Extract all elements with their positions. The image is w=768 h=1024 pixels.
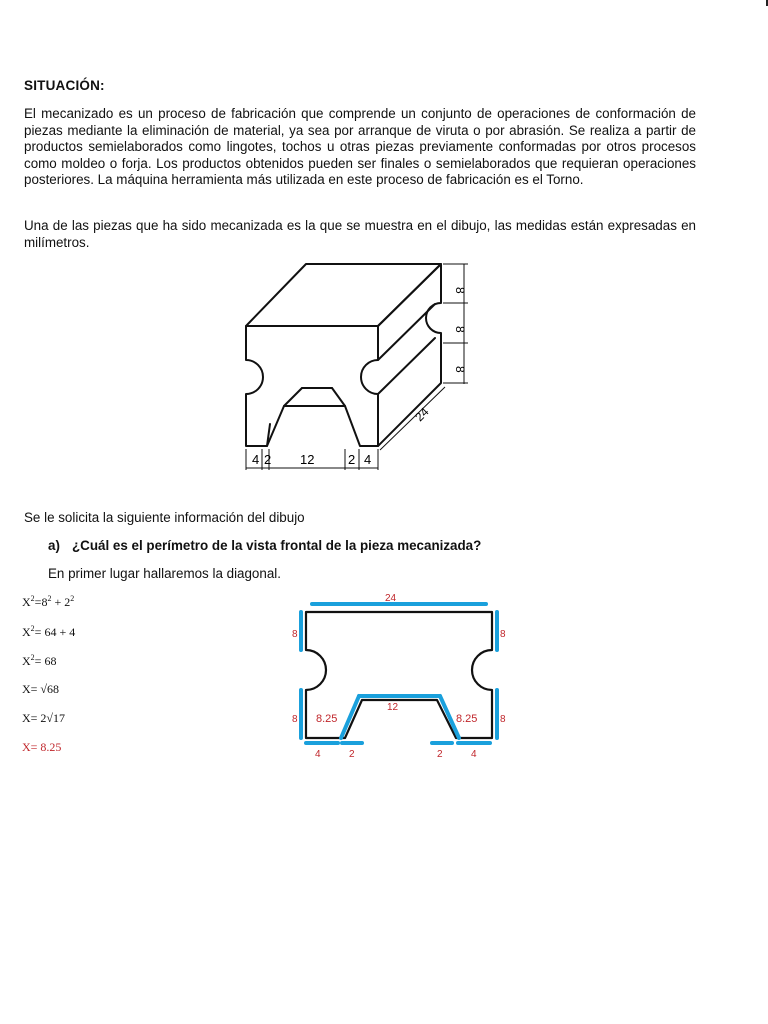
front-dim-right-lower: 8 <box>500 714 506 725</box>
iso-dim-bottom-1: 4 <box>252 452 260 467</box>
front-dim-bottom-3: 2 <box>437 749 443 760</box>
diagonal-intro: En primer lugar hallaremos la diagonal. <box>48 566 281 581</box>
equation-text: + 2 <box>51 595 71 609</box>
equation-text: = 68 <box>34 654 57 668</box>
question-a <box>48 538 481 553</box>
front-dim-left-lower: 8 <box>292 714 298 725</box>
iso-dim-right-2: 8 <box>453 326 467 333</box>
equation-line <box>22 653 56 669</box>
iso-dim-depth: 24 <box>412 404 432 425</box>
equation-line <box>22 682 59 697</box>
front-dim-bottom-4: 4 <box>471 749 477 760</box>
exponent: 2 <box>30 653 35 662</box>
front-dim-left-upper: 8 <box>292 629 298 640</box>
question-text: ¿Cuál es el perímetro de la vista frontal de la pieza mecanizada? <box>72 538 482 553</box>
equation-line <box>22 740 61 755</box>
iso-dim-bottom-4: 2 <box>348 452 356 467</box>
intro-paragraph: El mecanizado es un proceso de fabricación que comprende un conjunto de operaciones de conformación de piezas mediante la eliminación de material, ya sea por arranque de viruta o por abrasión. Se realiza a partir de productos semielaborados como lingotes, tochos u otras piezas previamente conformadas por otros procesos como moldeo o forja. Los productos obtenidos pueden ser finales o semielaborados que requieran operaciones posteriores. La máquina herramienta más utilizada en este proceso de fabricación es el Torno. <box>24 106 696 188</box>
isometric-piece-drawing <box>230 255 467 475</box>
front-view-drawing <box>285 588 515 763</box>
front-dim-bottom-1: 4 <box>315 749 321 760</box>
iso-dim-bottom-5: 4 <box>364 452 372 467</box>
request-text: Se le solicita la siguiente información del dibujo <box>24 510 305 525</box>
iso-right-face <box>378 264 441 446</box>
exponent: 2 <box>47 594 52 603</box>
front-dim-diag-right: 8.25 <box>456 713 478 725</box>
exponent: 2 <box>70 594 75 603</box>
exponent: 2 <box>30 594 35 603</box>
piece-description-paragraph: Una de las piezas que ha sido mecanizada es la que se muestra en el dibujo, las medidas están expresadas en milímetros. <box>24 218 696 250</box>
front-dim-center: 12 <box>387 702 399 713</box>
equation-text: X= √68 <box>22 682 60 696</box>
exponent: 2 <box>30 624 35 633</box>
iso-dim-right-3: 8 <box>453 366 467 373</box>
equation-line <box>22 624 75 640</box>
iso-dim-right-1: 8 <box>453 287 467 294</box>
equation-text: X <box>22 654 31 668</box>
equation-text: X= 2√17 <box>22 711 66 725</box>
iso-front-face <box>246 326 378 446</box>
section-heading: SITUACIÓN: <box>24 78 105 93</box>
equation-text: =8 <box>34 595 48 609</box>
front-dim-diag-left: 8.25 <box>316 713 338 725</box>
front-dim-bottom-2: 2 <box>349 749 355 760</box>
iso-top-face <box>246 264 441 326</box>
front-dim-right-upper: 8 <box>500 629 506 640</box>
equation-text: = 64 + 4 <box>34 625 76 639</box>
equation-line <box>22 594 74 610</box>
front-dim-top: 24 <box>385 593 397 604</box>
equation-text: X= 8.25 <box>22 740 62 754</box>
equation-text: X <box>22 595 31 609</box>
equation-text: X <box>22 625 31 639</box>
iso-dim-bottom-3: 12 <box>300 452 315 467</box>
question-label: a) <box>48 538 60 553</box>
equation-line <box>22 711 65 726</box>
iso-dim-bottom-2: 2 <box>264 452 272 467</box>
